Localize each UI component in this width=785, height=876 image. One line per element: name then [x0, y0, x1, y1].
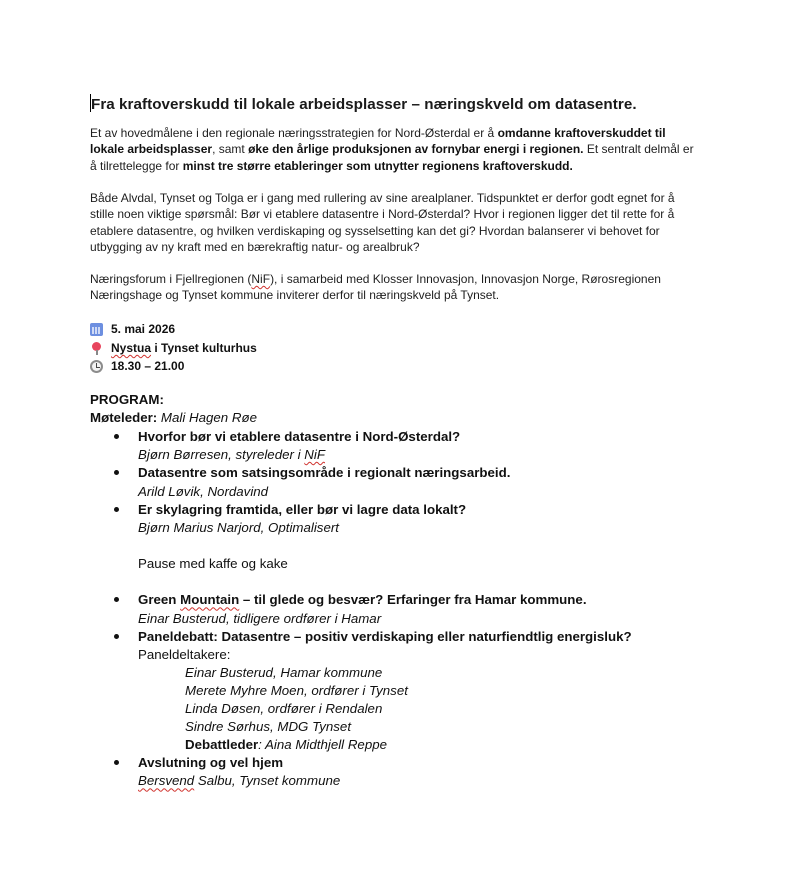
- bullet: [114, 434, 119, 439]
- item-title: [138, 591, 710, 609]
- calendar-icon: [90, 323, 103, 336]
- text: Et av hovedmålene i den regionale næringsstrategien for Nord-Østerdal er å: [90, 126, 498, 140]
- title-text: Fra kraftoverskudd til lokale arbeidsplasser – næringskveld om datasentre.: [91, 96, 637, 113]
- item-title: Hvorfor bør vi etablere datasentre i Nord-Østerdal?: [138, 429, 461, 444]
- break-note: Pause med kaffe og kake: [138, 556, 288, 572]
- spellcheck-word[interactable]: Nystua: [111, 341, 152, 355]
- bullet: [114, 760, 119, 765]
- panel-label: Paneldeltakere:: [138, 647, 231, 663]
- program-item: [90, 591, 710, 627]
- text: – til glede og besvær? Erfaringer fra Hamar kommune.: [239, 592, 587, 608]
- program-item: [90, 501, 710, 592]
- event-date: [90, 322, 175, 336]
- spacer: [138, 537, 710, 555]
- program-heading: PROGRAM:: [90, 392, 164, 407]
- item-title: Paneldebatt: Datasentre – positiv verdiskaping eller naturfiendtlig energisluk?: [138, 628, 632, 644]
- text: Salbu, Tynset kommune: [194, 773, 341, 789]
- debate-leader-label: Debattleder: [185, 737, 259, 753]
- text: Green: [138, 592, 181, 608]
- text: ), i samarbeid med Klosser Innovasjon, Innovasjon Norge, Rørosregionen Næringshage og Tynset kommune inviterer derfor til næringskveld på Tynset.: [90, 272, 661, 303]
- program-item: [90, 754, 710, 790]
- intro-paragraph-3: [90, 271, 695, 304]
- document-title[interactable]: [90, 94, 637, 113]
- item-speaker: Arild Løvik, Nordavind: [138, 483, 269, 499]
- debate-leader: [185, 736, 710, 754]
- intro-paragraph-2: Både Alvdal, Tynset og Tolga er i gang med rullering av sine arealplaner. Tidspunktet er derfor godt egnet for å stille noen viktige spørsmål: Bør vi etablere datasentre i Nord-Østerdal? Hvor i regionen ligger det til rette for å etablere datasentre, og hvilken verdiskaping og sysselsetting kan det gi? Hvordan balanserer vi behovet for utbygging av ny kraft med en bærekraftig natur- og arealbruk?: [90, 191, 675, 254]
- item-speaker: Bjørn Marius Narjord, Optimalisert: [138, 520, 339, 536]
- event-location: [90, 341, 257, 355]
- location-text: i Tynset kulturhus: [151, 341, 257, 355]
- debate-leader-name: : Aina Midthjell Reppe: [258, 737, 388, 753]
- spellcheck-word[interactable]: Mountain: [180, 592, 240, 608]
- clock-icon: [90, 360, 103, 373]
- panelist: Linda Døsen, ordfører i Rendalen: [185, 701, 383, 717]
- item-title: Datasentre som satsingsområde i regionalt næringsarbeid.: [138, 465, 511, 481]
- bullet: [114, 597, 119, 602]
- program-item: [90, 464, 710, 500]
- pin-icon: [90, 342, 103, 355]
- text: Næringsforum i Fjellregionen (: [90, 272, 252, 286]
- program-item: [90, 628, 710, 754]
- spellcheck-word[interactable]: NiF: [251, 272, 271, 286]
- moderator: [90, 410, 257, 425]
- text: , samt: [212, 142, 249, 157]
- program-list: [90, 428, 710, 791]
- time-text: 18.30 – 21.00: [111, 359, 185, 373]
- panelist: Merete Myhre Moen, ordfører i Tynset: [185, 683, 408, 699]
- bullet: [114, 470, 119, 475]
- spellcheck-word[interactable]: NiF: [304, 447, 325, 463]
- item-speaker: Einar Busterud, tidligere ordfører i Hamar: [138, 610, 382, 626]
- item-title: Er skylagring framtida, eller bør vi lagre data lokalt?: [138, 501, 467, 517]
- text: Bjørn Børresen, styreleder i: [138, 447, 305, 463]
- item-title: Avslutning og vel hjem: [138, 755, 284, 771]
- program-item: [90, 428, 710, 464]
- item-speaker: [138, 772, 710, 790]
- bold-text: øke den årlige produksjonen av fornybar energi i regionen.: [248, 142, 584, 157]
- bullet: [114, 507, 119, 512]
- bold-text: omdanne kraftoverskuddet til lokale arbeidsplasser: [90, 126, 666, 157]
- date-text: 5. mai 2026: [111, 322, 176, 336]
- text: Et sentralt delmål er å tilrettelegge for: [90, 142, 694, 173]
- event-time: [90, 359, 184, 373]
- bullet: [114, 634, 119, 639]
- moderator-label: Møteleder:: [90, 410, 158, 425]
- item-speaker: [138, 446, 710, 464]
- spacer: [138, 573, 710, 591]
- panelist: Einar Busterud, Hamar kommune: [185, 665, 383, 681]
- spellcheck-word[interactable]: Bersvend: [138, 773, 195, 789]
- panelist: Sindre Sørhus, MDG Tynset: [185, 719, 352, 735]
- intro-paragraph-1: [90, 125, 695, 174]
- bold-text: minst tre større etableringer som utnytter regionens kraftoverskudd.: [182, 158, 573, 173]
- moderator-name: Mali Hagen Røe: [157, 410, 257, 425]
- panelist-list: [138, 664, 710, 754]
